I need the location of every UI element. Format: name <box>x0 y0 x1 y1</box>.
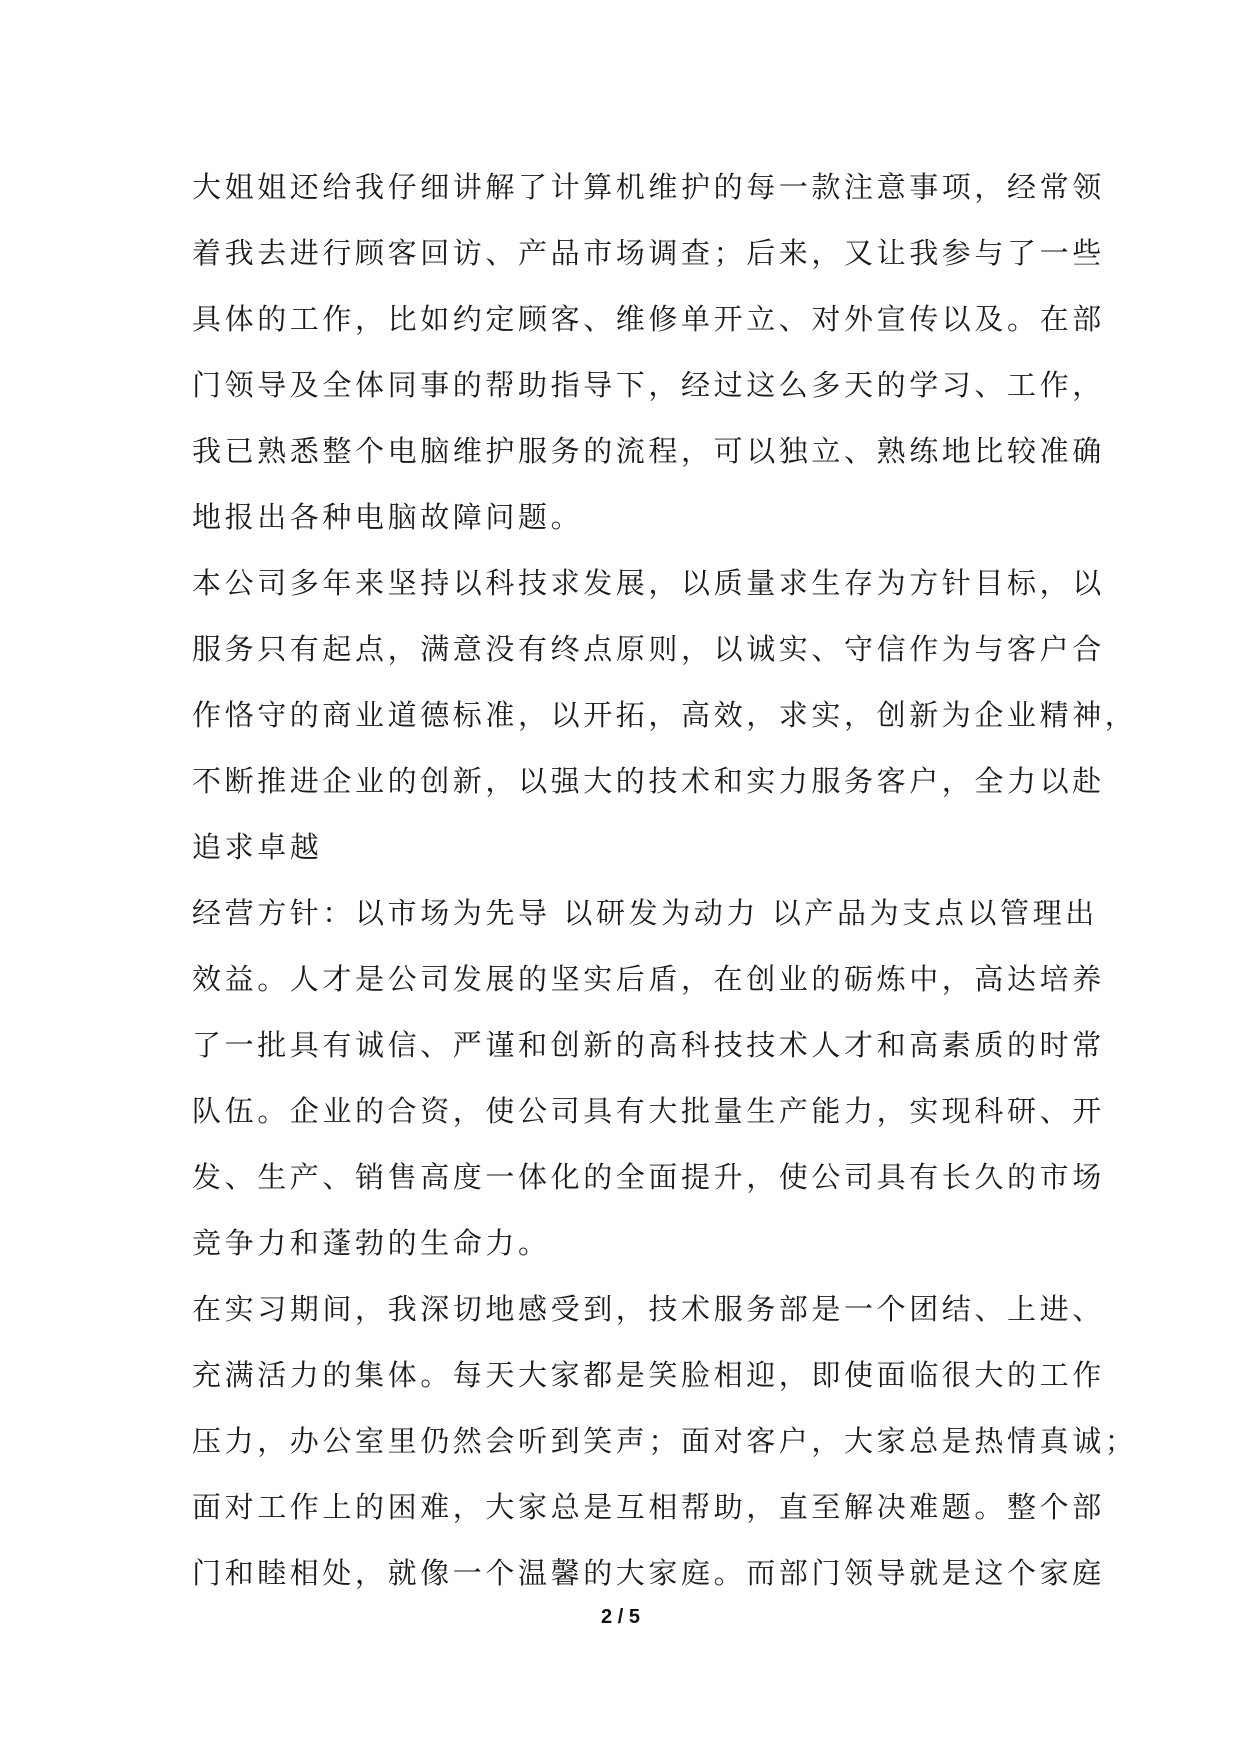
text-line: 门领导及全体同事的帮助指导下，经过这么多天的学习、工作， <box>192 368 1105 402</box>
text-line: 面对工作上的困难，大家总是互相帮助，直至解决难题。整个部 <box>192 1490 1105 1524</box>
text-line: 压力，办公室里仍然会听到笑声；面对客户，大家总是热情真诚； <box>192 1424 1138 1458</box>
text-line: 了一批具有诚信、严谨和创新的高科技技术人才和高素质的时常 <box>192 1028 1105 1062</box>
body-text <box>192 154 1138 1606</box>
text-line: 经营方针：以市场为先导 以研发为动力 以产品为支点以管理出 <box>192 896 1098 930</box>
text-line: 发、生产、销售高度一体化的全面提升，使公司具有长久的市场 <box>192 1160 1105 1194</box>
text-line: 充满活力的集体。每天大家都是笑脸相迎，即使面临很大的工作 <box>192 1358 1105 1392</box>
text-line: 门和睦相处，就像一个温馨的大家庭。而部门领导就是这个家庭 <box>192 1556 1105 1590</box>
text-line: 具体的工作，比如约定顾客、维修单开立、对外宣传以及。在部 <box>192 302 1105 336</box>
text-line: 队伍。企业的合资，使公司具有大批量生产能力，实现科研、开 <box>192 1094 1105 1128</box>
text-line: 服务只有起点，满意没有终点原则，以诚实、守信作为与客户合 <box>192 632 1105 666</box>
text-line: 在实习期间，我深切地感受到，技术服务部是一个团结、上进、 <box>192 1292 1105 1326</box>
text-line: 本公司多年来坚持以科技求发展，以质量求生存为方针目标，以 <box>192 566 1105 600</box>
text-line: 地报出各种电脑故障问题。 <box>192 500 584 534</box>
text-line: 效益。人才是公司发展的坚实后盾，在创业的砺炼中，高达培养 <box>192 962 1105 996</box>
text-line: 不断推进企业的创新，以强大的技术和实力服务客户，全力以赴 <box>192 764 1105 798</box>
text-line: 我已熟悉整个电脑维护服务的流程，可以独立、熟练地比较准确 <box>192 434 1105 468</box>
text-line: 追求卓越 <box>192 830 323 864</box>
page-number: 2 / 5 <box>601 1606 640 1628</box>
text-line: 大姐姐还给我仔细讲解了计算机维护的每一款注意事项，经常领 <box>192 170 1105 204</box>
text-line: 竞争力和蓬勃的生命力。 <box>192 1226 551 1260</box>
text-line: 作恪守的商业道德标准，以开拓，高效，求实，创新为企业精神， <box>192 698 1138 732</box>
text-line: 着我去进行顾客回访、产品市场调查；后来，又让我参与了一些 <box>192 236 1105 270</box>
